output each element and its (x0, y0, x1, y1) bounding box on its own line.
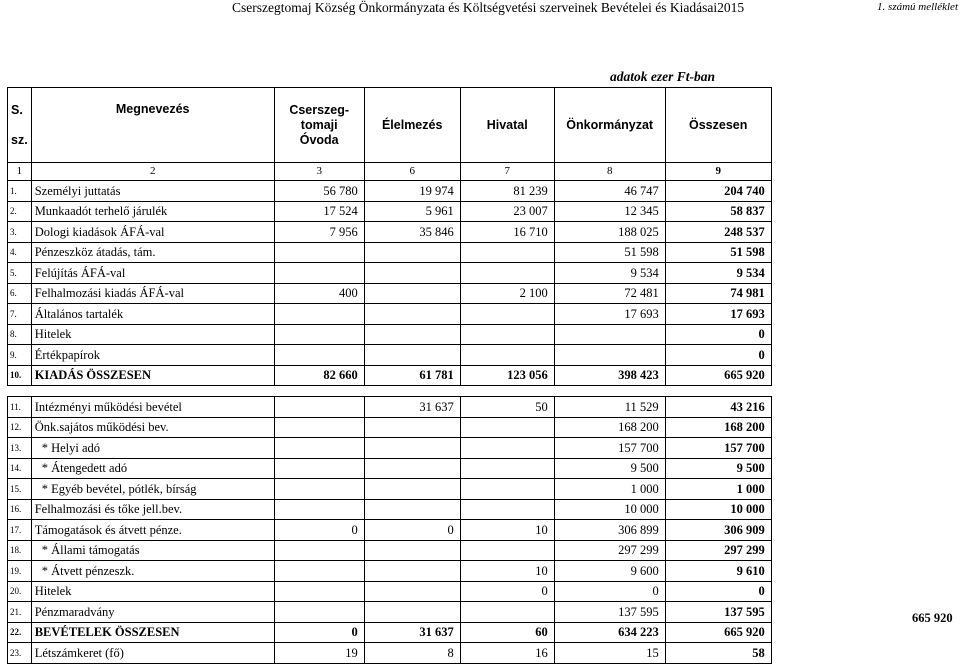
cell-onkormanyzat: 306 899 (554, 520, 665, 541)
budget-table (7, 87, 772, 664)
row-label: Támogatások és átvett pénze. (31, 520, 274, 541)
expense-row (8, 304, 772, 325)
cell-ovoda (274, 540, 364, 561)
cell-osszesen: 58 (665, 643, 771, 664)
cell-hivatal (460, 479, 554, 500)
cell-hivatal: 50 (460, 397, 554, 418)
cell-hivatal (460, 499, 554, 520)
cell-onkormanyzat: 15 (554, 643, 665, 664)
expense-row (8, 324, 772, 345)
row-label: Dologi kiadások ÁFÁ-val (31, 222, 274, 243)
row-number: 16. (8, 499, 32, 520)
row-label: KIADÁS ÖSSZESEN (31, 365, 274, 386)
row-label: * Állami támogatás (31, 540, 274, 561)
expense-row (8, 242, 772, 263)
cell-onkormanyzat (554, 345, 665, 366)
cell-hivatal: 10 (460, 520, 554, 541)
row-number: 20. (8, 581, 32, 602)
cell-osszesen: 74 981 (665, 283, 771, 304)
cell-osszesen: 137 595 (665, 602, 771, 623)
cell-hivatal: 16 710 (460, 222, 554, 243)
expense-total-row (8, 365, 772, 386)
cell-elelmezes (364, 479, 460, 500)
cell-hivatal (460, 417, 554, 438)
document-title: Cserszegtomaj Község Önkormányzata és Költségvetési szerveinek Bevételei és Kiadásai2015 (232, 0, 745, 15)
cell-ovoda (274, 438, 364, 459)
row-number: 18. (8, 540, 32, 561)
cell-onkormanyzat: 157 700 (554, 438, 665, 459)
row-label: * Helyi adó (31, 438, 274, 459)
cell-hivatal (460, 324, 554, 345)
cell-hivatal (460, 345, 554, 366)
cell-ovoda: 82 660 (274, 365, 364, 386)
row-number: 5. (8, 263, 32, 284)
cell-ovoda (274, 263, 364, 284)
cell-osszesen: 0 (665, 345, 771, 366)
cell-hivatal (460, 263, 554, 284)
cell-hivatal: 10 (460, 561, 554, 582)
row-number: 4. (8, 242, 32, 263)
row-number: 11. (8, 397, 32, 418)
row-number: 2. (8, 201, 32, 222)
cell-hivatal (460, 458, 554, 479)
cell-onkormanyzat: 9 600 (554, 561, 665, 582)
revenue-row (8, 581, 772, 602)
expense-row (8, 283, 772, 304)
cell-ovoda: 19 (274, 643, 364, 664)
cell-onkormanyzat: 168 200 (554, 417, 665, 438)
cell-onkormanyzat: 0 (554, 581, 665, 602)
row-label: Munkaadót terhelő járulék (31, 201, 274, 222)
cell-onkormanyzat: 398 423 (554, 365, 665, 386)
cell-osszesen: 306 909 (665, 520, 771, 541)
headcount-row (8, 643, 772, 664)
cell-elelmezes (364, 602, 460, 623)
row-number: 7. (8, 304, 32, 325)
cell-osszesen: 665 920 (665, 365, 771, 386)
cell-hivatal: 2 100 (460, 283, 554, 304)
row-number: 8. (8, 324, 32, 345)
cell-hivatal: 16 (460, 643, 554, 664)
spacer-row (8, 386, 772, 397)
cell-elelmezes (364, 242, 460, 263)
cell-osszesen: 204 740 (665, 181, 771, 202)
col-number: 9 (665, 163, 771, 181)
cell-ovoda (274, 499, 364, 520)
cell-elelmezes (364, 540, 460, 561)
row-label: Személyi juttatás (31, 181, 274, 202)
row-label: Felhalmozási kiadás ÁFÁ-val (31, 283, 274, 304)
cell-elelmezes (364, 499, 460, 520)
cell-onkormanyzat: 1 000 (554, 479, 665, 500)
cell-elelmezes: 35 846 (364, 222, 460, 243)
col-number: 3 (274, 163, 364, 181)
cell-ovoda (274, 561, 364, 582)
cell-osszesen: 58 837 (665, 201, 771, 222)
col-number: 7 (460, 163, 554, 181)
row-label: Hitelek (31, 324, 274, 345)
expense-row (8, 263, 772, 284)
revenue-row (8, 458, 772, 479)
cell-osszesen: 1 000 (665, 479, 771, 500)
cell-hivatal (460, 304, 554, 325)
col-header-hivatal: Hivatal (460, 88, 554, 163)
cell-osszesen: 51 598 (665, 242, 771, 263)
expense-row (8, 181, 772, 202)
row-label: * Átvett pénzeszk. (31, 561, 274, 582)
cell-ovoda (274, 602, 364, 623)
col-header-sn: S. sz. (8, 88, 32, 163)
row-label: Felújítás ÁFÁ-val (31, 263, 274, 284)
cell-onkormanyzat: 137 595 (554, 602, 665, 623)
cell-elelmezes (364, 581, 460, 602)
cell-onkormanyzat: 634 223 (554, 622, 665, 643)
revenue-total-row (8, 622, 772, 643)
cell-osszesen: 248 537 (665, 222, 771, 243)
column-number-row (8, 163, 772, 181)
cell-ovoda (274, 479, 364, 500)
cell-elelmezes (364, 283, 460, 304)
row-number: 15. (8, 479, 32, 500)
spacer-cell (8, 386, 32, 397)
cell-elelmezes (364, 417, 460, 438)
row-number: 22. (8, 622, 32, 643)
row-number: 13. (8, 438, 32, 459)
cell-ovoda: 0 (274, 622, 364, 643)
revenue-row (8, 417, 772, 438)
cell-osszesen: 157 700 (665, 438, 771, 459)
expense-row (8, 345, 772, 366)
cell-osszesen: 9 500 (665, 458, 771, 479)
row-number: 14. (8, 458, 32, 479)
cell-ovoda: 400 (274, 283, 364, 304)
cell-onkormanyzat: 297 299 (554, 540, 665, 561)
cell-osszesen: 10 000 (665, 499, 771, 520)
cell-hivatal: 81 239 (460, 181, 554, 202)
cell-elelmezes: 31 637 (364, 622, 460, 643)
cell-osszesen: 168 200 (665, 417, 771, 438)
cell-ovoda: 7 956 (274, 222, 364, 243)
cell-hivatal (460, 438, 554, 459)
cell-onkormanyzat: 10 000 (554, 499, 665, 520)
row-label: Önk.sajátos működési bev. (31, 417, 274, 438)
row-number: 10. (8, 365, 32, 386)
unit-label: adatok ezer Ft-ban (610, 69, 716, 84)
row-label: * Egyéb bevétel, pótlék, bírság (31, 479, 274, 500)
cell-onkormanyzat: 46 747 (554, 181, 665, 202)
cell-osszesen: 9 610 (665, 561, 771, 582)
cell-onkormanyzat: 17 693 (554, 304, 665, 325)
col-header-elelmezes: Élelmezés (364, 88, 460, 163)
revenue-row (8, 397, 772, 418)
spacer-cell (665, 386, 771, 397)
spacer-cell (31, 386, 274, 397)
cell-hivatal: 23 007 (460, 201, 554, 222)
row-label: Felhalmozási és tőke jell.bev. (31, 499, 274, 520)
cell-elelmezes (364, 324, 460, 345)
cell-osszesen: 0 (665, 324, 771, 345)
row-label: Hitelek (31, 581, 274, 602)
spacer-cell (460, 386, 554, 397)
cell-hivatal (460, 242, 554, 263)
cell-hivatal (460, 540, 554, 561)
cell-onkormanyzat: 188 025 (554, 222, 665, 243)
cell-elelmezes: 0 (364, 520, 460, 541)
cell-elelmezes: 8 (364, 643, 460, 664)
row-number: 6. (8, 283, 32, 304)
row-number: 17. (8, 520, 32, 541)
col-number: 8 (554, 163, 665, 181)
cell-onkormanyzat: 12 345 (554, 201, 665, 222)
cell-elelmezes (364, 438, 460, 459)
cell-elelmezes: 19 974 (364, 181, 460, 202)
expense-row (8, 201, 772, 222)
extra-total: 665 920 (912, 611, 953, 625)
cell-osszesen: 665 920 (665, 622, 771, 643)
row-number: 9. (8, 345, 32, 366)
col-header-onkormanyzat: Önkormányzat (554, 88, 665, 163)
cell-elelmezes (364, 304, 460, 325)
cell-ovoda (274, 397, 364, 418)
cell-onkormanyzat: 51 598 (554, 242, 665, 263)
spacer-cell (364, 386, 460, 397)
cell-ovoda: 56 780 (274, 181, 364, 202)
cell-elelmezes (364, 345, 460, 366)
col-header-ovoda: Cserszeg- tomaji Óvoda (274, 88, 364, 163)
cell-ovoda (274, 581, 364, 602)
cell-ovoda (274, 345, 364, 366)
row-number: 23. (8, 643, 32, 664)
cell-osszesen: 297 299 (665, 540, 771, 561)
row-label: Általános tartalék (31, 304, 274, 325)
cell-elelmezes: 31 637 (364, 397, 460, 418)
annex-label: 1. számú melléklet (877, 1, 958, 13)
cell-ovoda (274, 417, 364, 438)
cell-onkormanyzat: 72 481 (554, 283, 665, 304)
cell-onkormanyzat: 11 529 (554, 397, 665, 418)
cell-elelmezes (364, 458, 460, 479)
cell-elelmezes: 5 961 (364, 201, 460, 222)
cell-osszesen: 9 534 (665, 263, 771, 284)
revenue-row (8, 499, 772, 520)
cell-onkormanyzat: 9 500 (554, 458, 665, 479)
cell-onkormanyzat (554, 324, 665, 345)
col-number: 2 (31, 163, 274, 181)
cell-elelmezes (364, 263, 460, 284)
col-header-name: Megnevezés (31, 88, 274, 163)
spacer-cell (274, 386, 364, 397)
cell-ovoda (274, 324, 364, 345)
cell-ovoda: 0 (274, 520, 364, 541)
row-number: 1. (8, 181, 32, 202)
revenue-row (8, 479, 772, 500)
row-label: Értékpapírok (31, 345, 274, 366)
cell-ovoda: 17 524 (274, 201, 364, 222)
row-label: Pénzeszköz átadás, tám. (31, 242, 274, 263)
expense-row (8, 222, 772, 243)
cell-ovoda (274, 242, 364, 263)
cell-hivatal: 123 056 (460, 365, 554, 386)
row-label: Létszámkeret (fő) (31, 643, 274, 664)
cell-hivatal (460, 602, 554, 623)
cell-hivatal: 60 (460, 622, 554, 643)
row-label: Pénzmaradvány (31, 602, 274, 623)
row-label: * Átengedett adó (31, 458, 274, 479)
cell-hivatal: 0 (460, 581, 554, 602)
col-number: 1 (8, 163, 32, 181)
revenue-row (8, 520, 772, 541)
spacer-cell (554, 386, 665, 397)
row-number: 19. (8, 561, 32, 582)
col-header-osszesen: Összesen (665, 88, 771, 163)
header-row (8, 88, 772, 163)
row-number: 12. (8, 417, 32, 438)
cell-elelmezes: 61 781 (364, 365, 460, 386)
row-label: Intézményi működési bevétel (31, 397, 274, 418)
cell-osszesen: 0 (665, 581, 771, 602)
row-number: 3. (8, 222, 32, 243)
cell-osszesen: 43 216 (665, 397, 771, 418)
cell-ovoda (274, 304, 364, 325)
cell-ovoda (274, 458, 364, 479)
row-label: BEVÉTELEK ÖSSZESEN (31, 622, 274, 643)
revenue-row (8, 438, 772, 459)
cell-onkormanyzat: 9 534 (554, 263, 665, 284)
revenue-row (8, 540, 772, 561)
row-number: 21. (8, 602, 32, 623)
revenue-row (8, 561, 772, 582)
col-number: 6 (364, 163, 460, 181)
cell-osszesen: 17 693 (665, 304, 771, 325)
revenue-row (8, 602, 772, 623)
cell-elelmezes (364, 561, 460, 582)
